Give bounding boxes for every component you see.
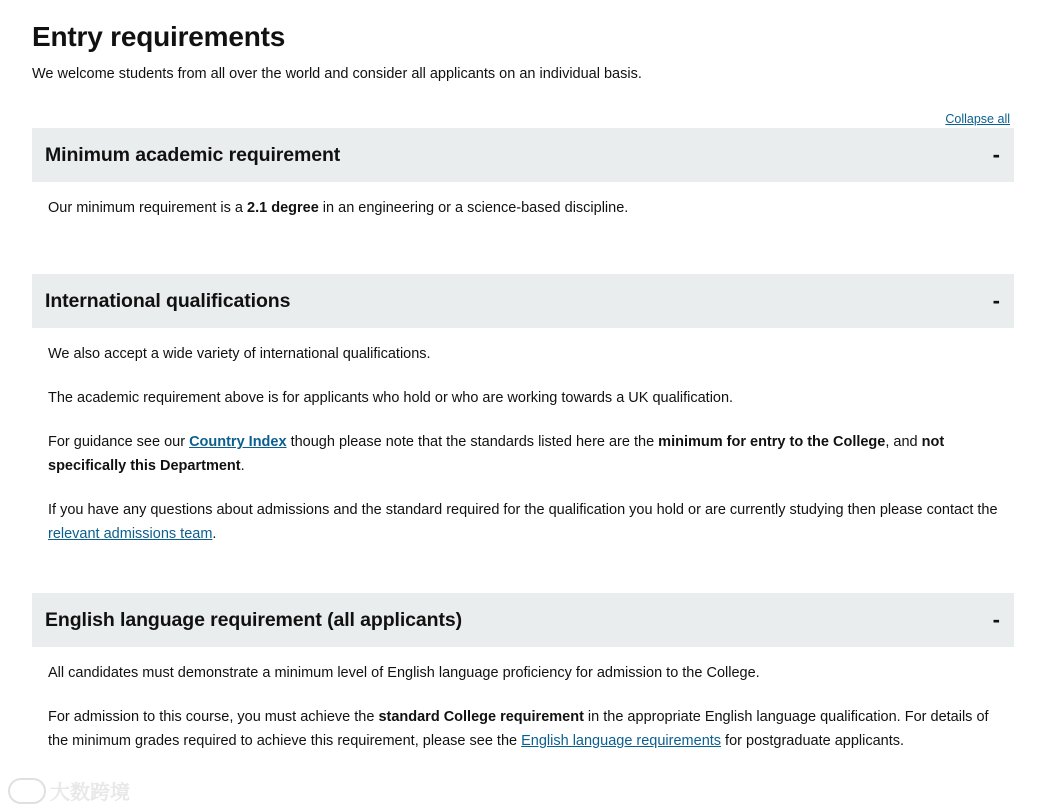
collapse-toggle-icon[interactable]: - [992,288,1000,313]
section-header-minimum-academic[interactable] [32,128,1014,182]
emphasis-text: not specifically this Department [48,434,945,474]
page-title: Entry requirements [32,21,286,52]
text: though please note that the standards listed here are the [286,434,659,450]
paragraph [48,498,998,546]
text: in an engineering or a science-based discipline. [318,200,629,216]
text: . [240,458,245,474]
paragraph [48,705,998,753]
text: . [212,526,217,542]
english-language-requirements-link[interactable]: English language requirements [521,733,722,749]
intro-text: We welcome students from all over the world and consider all applicants on an individual basis. [32,66,642,82]
section-title: International qualifications [45,289,291,312]
country-index-link[interactable]: Country Index [189,434,287,450]
paragraph: The academic requirement above is for applicants who hold or who are working towards a UK qualification. [48,390,734,406]
section-body [32,182,1014,220]
watermark-text: 大数跨境 [50,782,130,804]
section-minimum-academic [32,128,1014,220]
entry-requirements-page [32,0,1014,753]
section-title: English language requirement (all applicants) [45,608,462,631]
text: If you have any questions about admissions and the standard required for the qualification you hold or are currently studying then please contact the [48,502,998,518]
text: in the appropriate English language qualification. For details of the minimum grades required to achieve this requirement, please see the [48,709,989,749]
text: Our minimum requirement is a [48,200,248,216]
collapse-toggle-icon[interactable]: - [992,142,1000,167]
collapse-all-link[interactable]: Collapse all [945,112,1010,126]
section-title: Minimum academic requirement [45,143,341,166]
section-international-qualifications [32,274,1014,546]
watermark [8,776,130,805]
text: for postgraduate applicants. [721,733,905,749]
emphasis-text: standard College requirement [378,709,584,725]
paragraph [48,430,998,478]
paragraph: All candidates must demonstrate a minimum level of English language proficiency for admission to the College. [48,665,760,681]
collapse-row [32,111,1014,128]
section-header-english-language[interactable] [32,593,1014,647]
text: For admission to this course, you must achieve the [48,709,379,725]
admissions-team-link[interactable]: relevant admissions team [48,526,213,542]
section-header-international-qualifications[interactable] [32,274,1014,328]
text: For guidance see our [48,434,190,450]
watermark-logo-icon [8,778,46,804]
paragraph: We also accept a wide variety of international qualifications. [48,346,431,362]
collapse-toggle-icon[interactable]: - [992,607,1000,632]
emphasis-text: minimum for entry to the College [658,434,886,450]
section-english-language [32,593,1014,753]
section-body [32,328,1014,546]
paragraph [48,196,998,220]
section-body [32,647,1014,753]
text: , and [885,434,922,450]
emphasis-text: 2.1 degree [247,200,319,216]
